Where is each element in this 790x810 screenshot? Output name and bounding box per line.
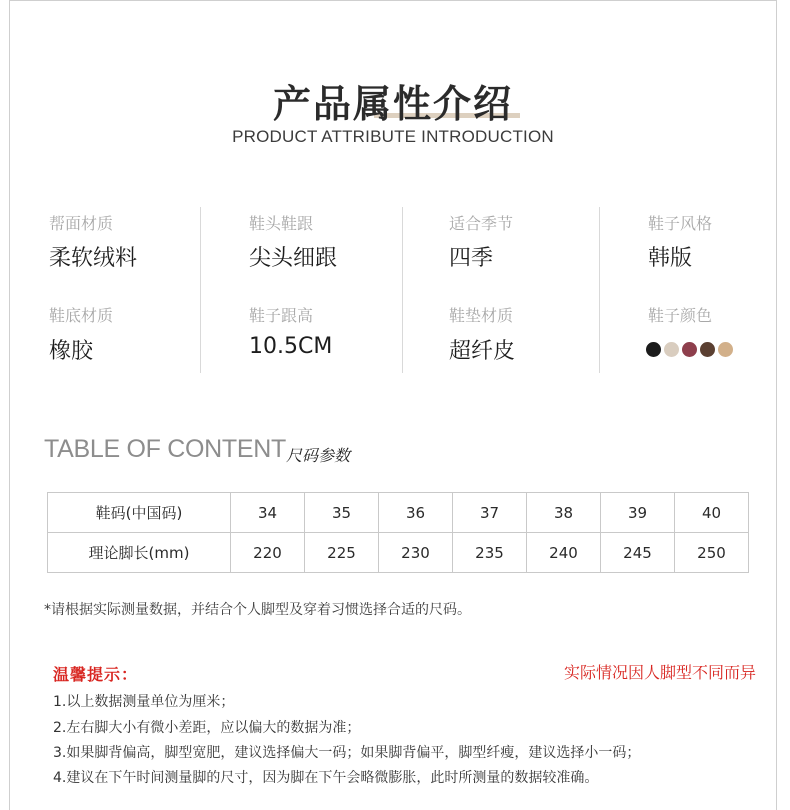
tip-line-2: 2.左右脚大小有微小差距，应以偏大的数据为准； — [53, 720, 361, 736]
attr-value-style: 韩版 — [648, 246, 693, 271]
attr-value-toe-heel: 尖头细跟 — [249, 246, 338, 271]
length-cell: 225 — [305, 533, 379, 573]
tips-title: 温馨提示： — [53, 665, 139, 684]
length-cell: 240 — [527, 533, 601, 573]
size-table — [47, 492, 749, 573]
attribute-grid — [10, 203, 778, 375]
color-swatch-beige[interactable] — [664, 342, 679, 357]
product-detail-page — [9, 0, 777, 810]
row-label-size: 鞋码(中国码) — [48, 493, 231, 533]
table-row — [48, 533, 749, 573]
row-label-foot-length: 理论脚长(mm) — [48, 533, 231, 573]
size-chart-title-cn: 尺码参数 — [286, 446, 351, 465]
length-cell: 220 — [231, 533, 305, 573]
color-swatches — [646, 342, 733, 357]
size-cell: 40 — [675, 493, 749, 533]
attr-label-toe-heel: 鞋头鞋跟 — [249, 214, 314, 233]
attr-label-heel-height: 鞋子跟高 — [249, 306, 314, 325]
attr-value-insole-material: 超纤皮 — [449, 339, 516, 364]
size-cell: 39 — [601, 493, 675, 533]
color-swatch-black[interactable] — [646, 342, 661, 357]
page-subtitle: PRODUCT ATTRIBUTE INTRODUCTION — [232, 127, 554, 146]
size-cell: 38 — [527, 493, 601, 533]
tip-line-3: 3.如果脚背偏高，脚型宽肥，建议选择偏大一码；如果脚背偏平，脚型纤瘦，建议选择小一码； — [53, 745, 641, 761]
column-divider — [599, 207, 600, 373]
attr-label-season: 适合季节 — [449, 214, 514, 233]
length-cell: 245 — [601, 533, 675, 573]
tip-line-1: 1.以上数据测量单位为厘米； — [53, 694, 235, 710]
attr-label-colors: 鞋子颜色 — [648, 306, 713, 325]
size-note: *请根据实际测量数据，并结合个人脚型及穿着习惯选择合适的尺码。 — [44, 602, 471, 618]
attr-value-sole-material: 橡胶 — [49, 339, 94, 364]
attr-value-season: 四季 — [449, 246, 494, 271]
table-row — [48, 493, 749, 533]
color-swatch-wine[interactable] — [682, 342, 697, 357]
tips-right-note: 实际情况因人脚型不同而异 — [563, 663, 756, 682]
column-divider — [402, 207, 403, 373]
size-cell: 37 — [453, 493, 527, 533]
size-chart-title-en: TABLE OF CONTENT — [44, 435, 286, 463]
attr-value-heel-height: 10.5CM — [249, 334, 333, 359]
attr-label-insole-material: 鞋垫材质 — [449, 306, 514, 325]
size-cell: 36 — [379, 493, 453, 533]
attr-label-sole-material: 鞋底材质 — [49, 306, 114, 325]
tip-line-4: 4.建议在下午时间测量脚的尺寸，因为脚在下午会略微膨胀，此时所测量的数据较准确。 — [53, 770, 599, 786]
size-cell: 35 — [305, 493, 379, 533]
length-cell: 230 — [379, 533, 453, 573]
attr-label-upper-material: 帮面材质 — [49, 214, 114, 233]
column-divider — [200, 207, 201, 373]
length-cell: 250 — [675, 533, 749, 573]
color-swatch-camel[interactable] — [718, 342, 733, 357]
length-cell: 235 — [453, 533, 527, 573]
page-title: 产品属性介绍 — [272, 82, 513, 126]
size-cell: 34 — [231, 493, 305, 533]
attr-value-upper-material: 柔软绒料 — [49, 246, 138, 271]
attr-label-style: 鞋子风格 — [648, 214, 713, 233]
color-swatch-brown[interactable] — [700, 342, 715, 357]
